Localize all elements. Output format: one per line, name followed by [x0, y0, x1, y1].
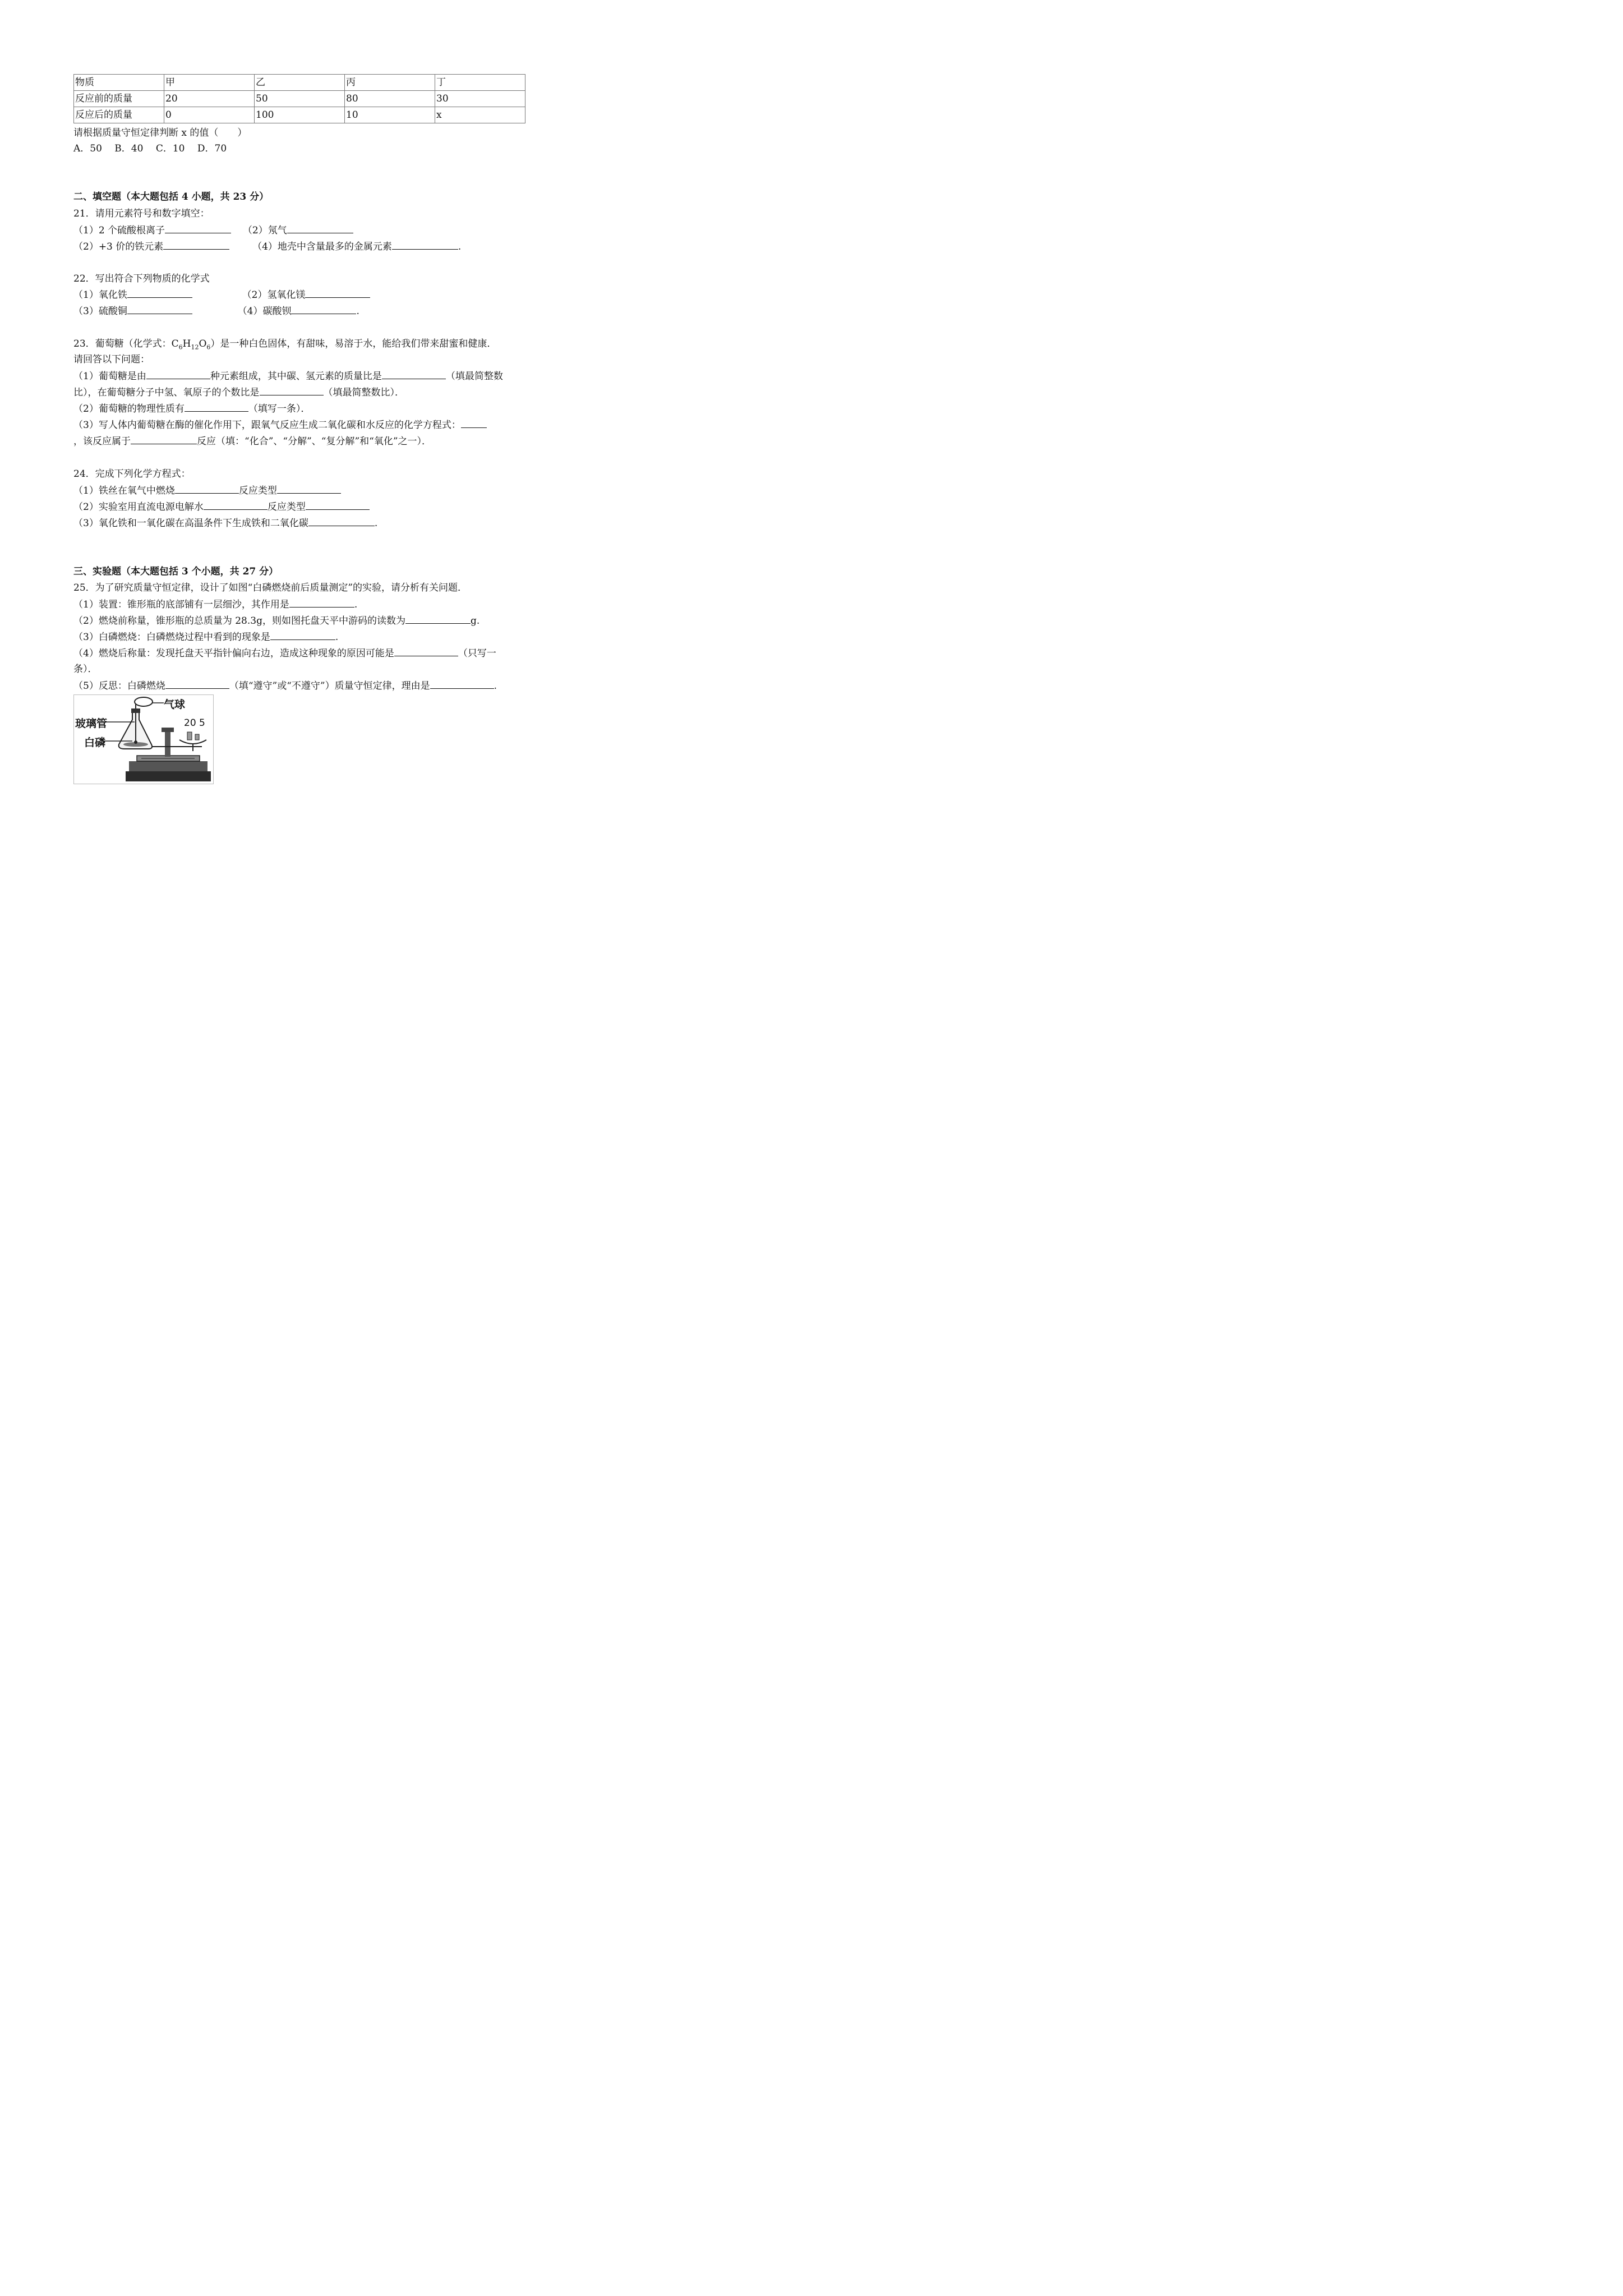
- q25-part4: [73, 647, 496, 660]
- q25-part1: [73, 598, 357, 611]
- q23-part3-cont: [73, 435, 431, 448]
- q25-part4-cont: 条）．: [73, 664, 98, 675]
- q23-stem-text: ）是一种白色固体，有甜味，易溶于水，能给我们带来甜蜜和健康．: [210, 338, 497, 349]
- mass-table: [73, 74, 525, 123]
- q22-item-c: （3）硫酸铜: [73, 306, 127, 317]
- period: .: [356, 306, 359, 317]
- q24-text: （3）氧化铁和一氧化碳在高温条件下生成铁和二氧化碳: [73, 518, 308, 529]
- q25-text: （只写一: [458, 648, 496, 659]
- period: .: [458, 241, 462, 252]
- q24-text: 反应类型: [238, 485, 277, 496]
- q25-text: g.: [470, 615, 480, 627]
- q23-text: ，该反应属于: [73, 436, 131, 447]
- answer-blank[interactable]: [146, 370, 210, 379]
- answer-blank[interactable]: [287, 224, 353, 233]
- q22-row2: [73, 305, 359, 318]
- q24-stem: 24．完成下列化学方程式：: [73, 468, 191, 480]
- balloon: [135, 697, 153, 706]
- table-cell: 反应前的质量: [74, 91, 164, 107]
- q22-stem: 22．写出符合下列物质的化学式: [73, 273, 210, 284]
- answer-blank[interactable]: [394, 647, 458, 656]
- table-cell: 反应后的质量: [74, 107, 164, 123]
- table-row: [74, 75, 525, 91]
- balance-body: [129, 761, 208, 771]
- q25-text: （填“遵守”或“不遵守”）质量守恒定律，理由是: [229, 680, 430, 692]
- table-row: [74, 107, 525, 123]
- q22-item-d: （4）碳酸钡: [237, 306, 292, 317]
- q21-item-b: （2）氖气: [242, 225, 287, 236]
- answer-blank[interactable]: [204, 500, 268, 510]
- answer-blank[interactable]: [306, 500, 370, 510]
- q25-part5: [73, 679, 497, 692]
- table-cell: x: [435, 107, 525, 123]
- q24-row3: [73, 517, 377, 530]
- table-row: [74, 91, 525, 107]
- answer-blank[interactable]: [127, 288, 192, 298]
- table-cell: 100: [255, 107, 345, 123]
- answer-blank[interactable]: [392, 240, 458, 250]
- q21-row1: [73, 224, 353, 237]
- weight-5: [195, 734, 199, 740]
- q25-text: （3）白磷燃烧：白磷燃烧过程中看到的现象是: [73, 632, 270, 643]
- table-cell: 20: [164, 91, 255, 107]
- answer-blank[interactable]: [289, 598, 354, 608]
- answer-blank[interactable]: [291, 305, 356, 314]
- q22-item-b: （2）氢氧化镁: [242, 289, 306, 301]
- q25-part2: [73, 614, 479, 627]
- table-cell: 50: [255, 91, 345, 107]
- weight-20: [187, 732, 192, 740]
- section2-heading: 二、填空题（本大题包括 4 小题，共 23 分）: [73, 191, 269, 203]
- q21-item-c: （2）+3 价的铁元素: [73, 241, 164, 252]
- q23-part3: [73, 418, 487, 431]
- q20-question: 请根据质量守恒定律判断 x 的值（ ）: [73, 127, 247, 139]
- table-cell: 丁: [435, 75, 525, 91]
- answer-blank[interactable]: [270, 631, 335, 640]
- q21-stem: 21．请用元素符号和数字填空：: [73, 208, 210, 219]
- q24-row2: [73, 500, 370, 513]
- answer-blank[interactable]: [185, 402, 248, 412]
- table-cell: 30: [435, 91, 525, 107]
- q23-part1: [73, 370, 503, 383]
- subscript: 6: [178, 343, 183, 351]
- period: .: [374, 518, 378, 529]
- table-cell: 乙: [255, 75, 345, 91]
- q21-item-a: （1）2 个硫酸根离子: [73, 225, 165, 236]
- q23-stem: [73, 338, 496, 353]
- q23-text: （填最简整数比）．: [323, 387, 404, 398]
- answer-blank[interactable]: [165, 224, 231, 233]
- table-cell: 丙: [345, 75, 435, 91]
- stopper: [131, 708, 140, 713]
- table-cell: 10: [345, 107, 435, 123]
- q25-part3: [73, 631, 338, 643]
- q25-text: （4）燃烧后称量：发现托盘天平指针偏向右边，造成这种现象的原因可能是: [73, 648, 394, 659]
- period: .: [494, 680, 497, 692]
- answer-blank[interactable]: [382, 370, 446, 379]
- answer-blank[interactable]: [127, 305, 192, 314]
- section3-heading: 三、实验题（本大题包括 3 个小题，共 27 分）: [73, 566, 279, 577]
- q25-text: （1）装置：锥形瓶的底部铺有一层细沙，其作用是: [73, 599, 289, 610]
- right-pan: [179, 740, 206, 744]
- q24-text: （2）实验室用直流电源电解水: [73, 501, 204, 513]
- q21-row2: [73, 240, 461, 253]
- period: .: [335, 632, 339, 643]
- q24-text: （1）铁丝在氧气中燃烧: [73, 485, 175, 496]
- q24-text: 反应类型: [267, 501, 306, 513]
- table-cell: 0: [164, 107, 255, 123]
- answer-blank[interactable]: [430, 679, 494, 689]
- q23-text: （填写一条）．: [248, 403, 311, 415]
- subscript: 6: [206, 343, 211, 351]
- q25-stem: 25．为了研究质量守恒定律，设计了如图“白磷燃烧前后质量测定”的实验，请分析有关问题．: [73, 582, 468, 593]
- period: .: [354, 599, 358, 610]
- answer-blank[interactable]: [405, 614, 471, 624]
- q23-part2: [73, 402, 310, 415]
- subscript: 12: [191, 343, 199, 351]
- q23-text: （2）葡萄糖的物理性质有: [73, 403, 185, 415]
- q23-text: （3）写人体内葡萄糖在酶的催化作用下，跟氧气反应生成二氧化碳和水反应的化学方程式：: [73, 420, 461, 431]
- answer-blank[interactable]: [175, 484, 239, 494]
- balance-post: [165, 731, 170, 757]
- q23-text: 反应（填：“化合”、“分解”、“复分解”和“氧化”之一）．: [197, 436, 432, 447]
- q23-text: （1）葡萄糖是由: [73, 371, 146, 382]
- q21-item-d: （4）地壳中含量最多的金属元素: [252, 241, 392, 252]
- label-balloon: 气球: [164, 698, 186, 711]
- q20-options: A．50 B．40 C．10 D．70: [73, 143, 227, 154]
- table-cell: 甲: [164, 75, 255, 91]
- label-glass-tube: 玻璃管: [75, 717, 108, 730]
- table-cell: 80: [345, 91, 435, 107]
- answer-blank[interactable]: [305, 288, 370, 298]
- answer-blank[interactable]: [165, 679, 229, 689]
- q22-item-a: （1）氧化铁: [73, 289, 127, 301]
- q23-line2: 请回答以下问题：: [73, 354, 150, 365]
- q23-text: 比），在葡萄糖分子中氢、氧原子的个数比是: [73, 387, 260, 398]
- element-symbol: O: [199, 338, 207, 349]
- answer-blank[interactable]: [163, 240, 229, 250]
- answer-blank[interactable]: [131, 435, 197, 444]
- element-symbol: H: [182, 338, 191, 349]
- balance-figure: [73, 694, 214, 784]
- answer-blank[interactable]: [308, 517, 375, 526]
- q23-text: 种元素组成，其中碳、氢元素的质量比是: [210, 371, 382, 382]
- q22-row1: [73, 288, 370, 301]
- answer-blank[interactable]: [260, 386, 324, 395]
- q23-text: （填最简整数: [445, 371, 503, 382]
- q23-part1-cont: [73, 386, 404, 399]
- post-cap: [162, 728, 174, 732]
- label-white-phosphorus: 白磷: [84, 737, 106, 749]
- balance-base: [126, 771, 211, 781]
- answer-blank[interactable]: [277, 484, 341, 494]
- table-cell: 物质: [74, 75, 164, 91]
- label-weights: 20 5: [184, 717, 205, 729]
- answer-blank[interactable]: [461, 418, 487, 428]
- q25-text: （2）燃烧前称量，锥形瓶的总质量为 28.3g，则如图托盘天平中游码的读数为: [73, 615, 405, 627]
- q23-stem-text: 23．葡萄糖（化学式：C: [73, 338, 179, 349]
- q25-text: （5）反思：白磷燃烧: [73, 680, 165, 692]
- q24-row1: [73, 484, 341, 497]
